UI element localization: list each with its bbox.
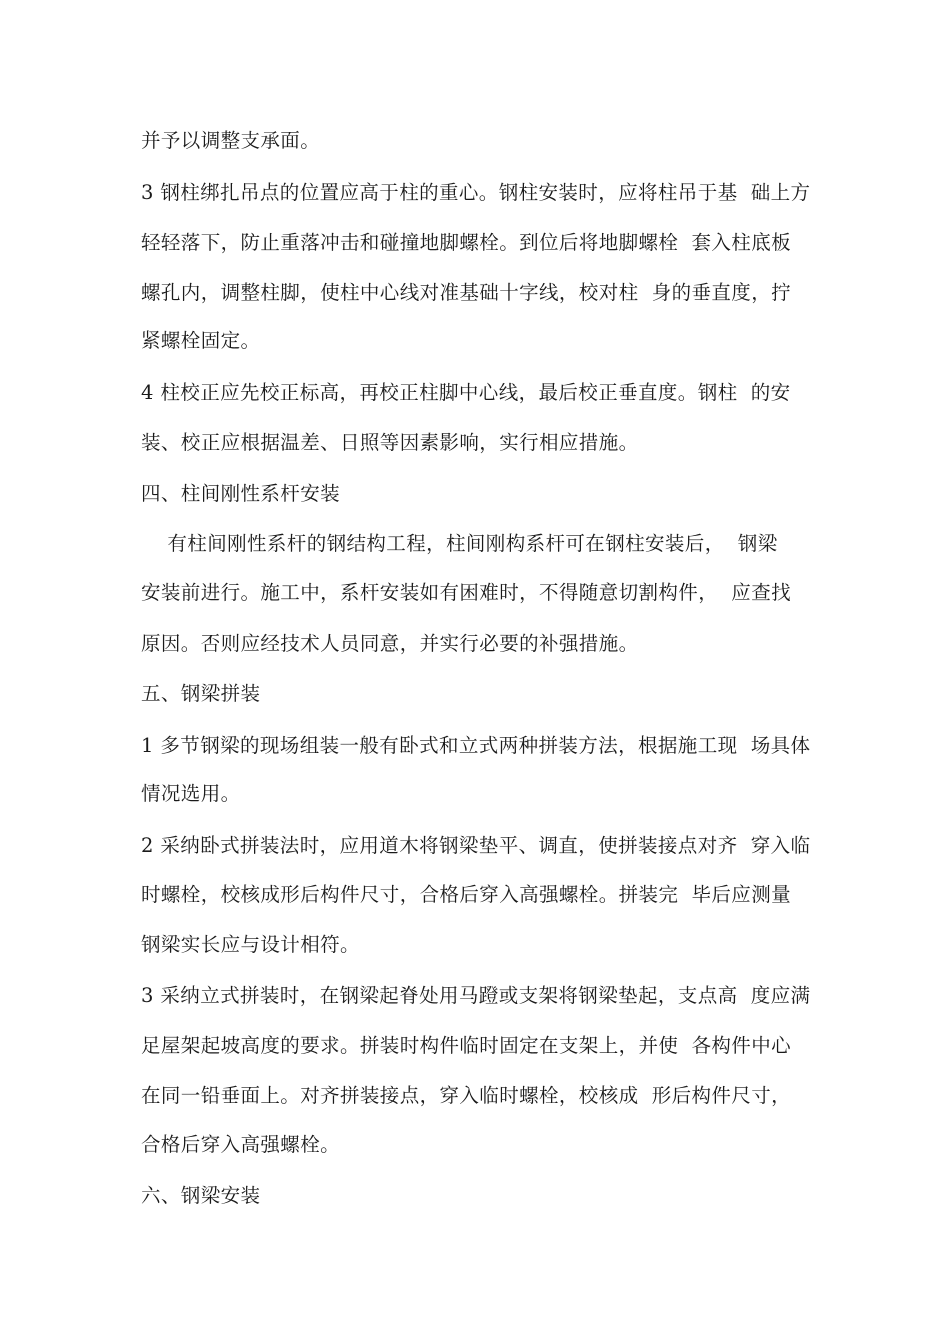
text-line: 足屋架起坡高度的要求。拼装时构件临时固定在支架上，并使 各构件中心 — [141, 1034, 791, 1057]
text-line: 1 多节钢梁的现场组装一般有卧式和立式两种拼装方法，根据施工现 场具体 — [141, 734, 811, 757]
text-line: 有柱间刚性系杆的钢结构工程，柱间刚构系杆可在钢柱安装后， 钢梁 — [141, 532, 778, 555]
text-line: 4 柱校正应先校正标高，再校正柱脚中心线，最后校正垂直度。钢柱 的安 — [141, 381, 791, 404]
text-line: 在同一铅垂面上。对齐拼装接点，穿入临时螺栓，校核成 形后构件尺寸， — [141, 1084, 791, 1107]
section-heading: 六、钢梁安装 — [141, 1184, 261, 1207]
text-line: 2 采纳卧式拼装法时，应用道木将钢梁垫平、调直，使拼装接点对齐 穿入临 — [141, 834, 811, 857]
section-heading: 四、柱间刚性系杆安装 — [141, 482, 341, 505]
text-line: 合格后穿入高强螺栓。 — [141, 1133, 341, 1156]
text-line: 紧螺栓固定。 — [141, 329, 261, 352]
text-line: 螺孔内，调整柱脚，使柱中心线对准基础十字线，校对柱 身的垂直度，拧 — [141, 281, 791, 304]
text-line: 时螺栓，校核成形后构件尺寸，合格后穿入高强螺栓。拼装完 毕后应测量 — [141, 883, 791, 906]
text-line: 3 钢柱绑扎吊点的位置应高于柱的重心。钢柱安装时，应将柱吊于基 础上方 — [141, 181, 811, 204]
text-line: 安装前进行。施工中，系杆安装如有困难时，不得随意切割构件， 应查找 — [141, 581, 791, 604]
text-line: 并予以调整支承面。 — [141, 129, 321, 152]
text-line: 原因。否则应经技术人员同意，并实行必要的补强措施。 — [141, 632, 639, 655]
text-line: 3 采纳立式拼装时，在钢梁起脊处用马蹬或支架将钢梁垫起，支点高 度应满 — [141, 984, 811, 1007]
text-line: 情况选用。 — [141, 782, 241, 805]
text-line: 钢梁实长应与设计相符。 — [141, 933, 360, 956]
text-line: 轻轻落下，防止重落冲击和碰撞地脚螺栓。到位后将地脚螺栓 套入柱底板 — [141, 231, 791, 254]
text-line: 装、校正应根据温差、日照等因素影响，实行相应措施。 — [141, 431, 639, 454]
section-heading: 五、钢梁拼装 — [141, 682, 261, 705]
